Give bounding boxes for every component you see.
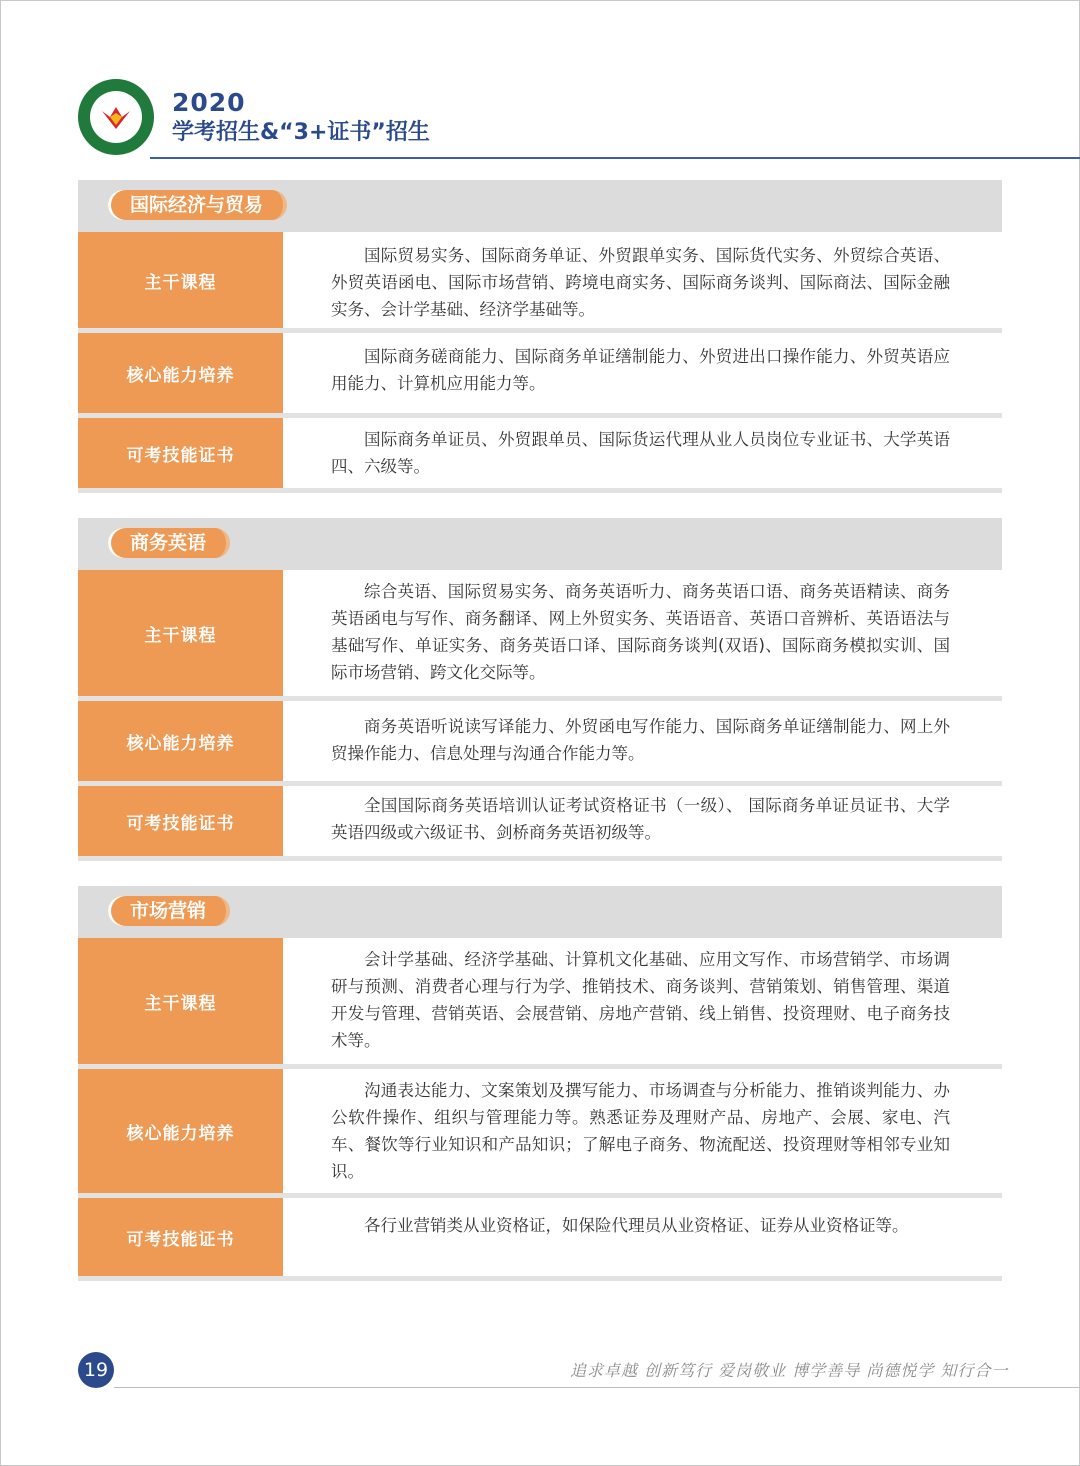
row-label: 可考技能证书 (78, 786, 283, 856)
row-core-abilities (78, 701, 1002, 786)
section-title: 市场营销 (108, 896, 230, 926)
footer-motto: 追求卓越 创新笃行 爱岗敬业 博学善导 尚德悦学 知行合一 (570, 1361, 1009, 1380)
row-text: 全国国际商务英语培训认证考试资格证书（一级）、 国际商务单证员证书、大学英语四级或六级证书、剑桥商务英语初级等。 (331, 796, 950, 842)
row-label: 可考技能证书 (78, 1198, 283, 1276)
row-text: 综合英语、国际贸易实务、商务英语听力、商务英语口语、商务英语精读、商务英语函电与写作、商务翻译、网上外贸实务、英语语音、英语口音辨析、英语语法与基础写作、单证实务、商务英语口译、国际商务谈判(双语)、国际商务模拟实训、国际市场营销、跨文化交际等。 (331, 582, 950, 682)
section-header (78, 886, 1002, 938)
row-main-courses (78, 232, 1002, 333)
row-label: 核心能力培养 (78, 701, 283, 781)
row-label: 主干课程 (78, 570, 283, 696)
section-business-english (78, 518, 1002, 861)
footer-divider (114, 1387, 1080, 1388)
row-text: 商务英语听说读写译能力、外贸函电写作能力、国际商务单证缮制能力、网上外贸操作能力、信息处理与沟通合作能力等。 (331, 717, 950, 763)
header-divider (150, 157, 1080, 159)
page-number: 19 (78, 1352, 114, 1388)
row-certificates (78, 1198, 1002, 1281)
row-certificates (78, 418, 1002, 493)
row-label: 主干课程 (78, 232, 283, 328)
section-header (78, 180, 1002, 232)
section-title: 商务英语 (108, 528, 230, 558)
row-label: 核心能力培养 (78, 1069, 283, 1193)
row-certificates (78, 786, 1002, 861)
row-text: 会计学基础、经济学基础、计算机文化基础、应用文写作、市场营销学、市场调研与预测、消费者心理与行为学、推销技术、商务谈判、营销策划、销售管理、渠道开发与管理、营销英语、会展营销、房地产营销、线上销售、投资理财、电子商务技术等。 (331, 950, 950, 1050)
header-year: 2020 (172, 88, 246, 117)
row-text: 国际贸易实务、国际商务单证、外贸跟单实务、国际货代实务、外贸综合英语、外贸英语函电、国际市场营销、跨境电商实务、国际商务谈判、国际商法、国际金融实务、会计学基础、经济学基础等。 (331, 246, 950, 319)
row-core-abilities (78, 333, 1002, 418)
row-text: 沟通表达能力、文案策划及撰写能力、市场调查与分析能力、推销谈判能力、办公软件操作、组织与管理能力等。熟悉证券及理财产品、房地产、会展、家电、汽车、餐饮等行业知识和产品知识；了解电子商务、物流配送、投资理财等相邻专业知识。 (331, 1081, 950, 1181)
row-main-courses (78, 938, 1002, 1069)
row-core-abilities (78, 1069, 1002, 1198)
row-text: 国际商务磋商能力、国际商务单证缮制能力、外贸进出口操作能力、外贸英语应用能力、计算机应用能力等。 (331, 347, 950, 393)
section-international-trade (78, 180, 1002, 493)
header-title: 学考招生&“3+证书”招生 (172, 120, 430, 145)
row-text: 各行业营销类从业资格证，如保险代理员从业资格证、证券从业资格证等。 (364, 1216, 909, 1235)
row-main-courses (78, 570, 1002, 701)
row-label: 可考技能证书 (78, 418, 283, 488)
section-marketing (78, 886, 1002, 1281)
row-text: 国际商务单证员、外贸跟单员、国际货运代理从业人员岗位专业证书、大学英语四、六级等。 (331, 430, 950, 476)
section-title: 国际经济与贸易 (108, 190, 287, 220)
college-logo-icon (78, 79, 154, 155)
section-header (78, 518, 1002, 570)
row-label: 核心能力培养 (78, 333, 283, 413)
row-label: 主干课程 (78, 938, 283, 1064)
